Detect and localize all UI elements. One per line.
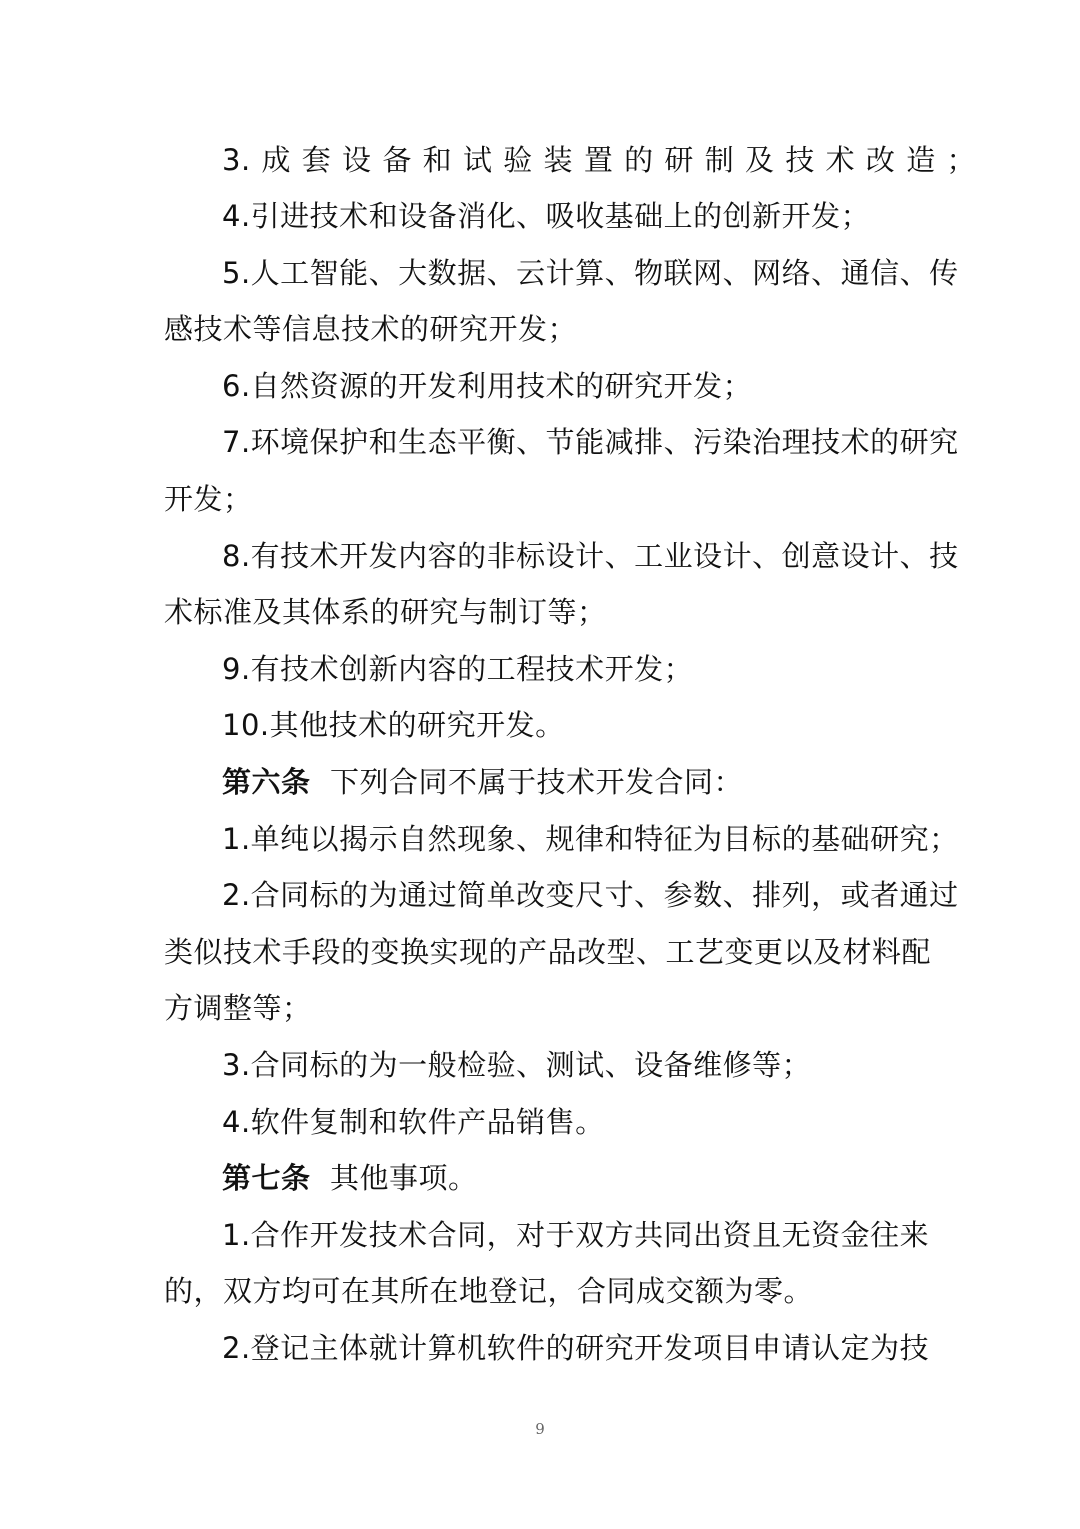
text-line: 2.合同标的为通过简单改变尺寸、参数、排列，或者通过 xyxy=(222,878,959,912)
text-line: 9.有技术创新内容的工程技术开发； xyxy=(222,652,694,686)
article-heading: 第六条 xyxy=(222,765,311,799)
text-line: 术标准及其体系的研究与制订等； xyxy=(164,595,607,629)
text-line: 开发； xyxy=(164,482,253,516)
text-line: 1.单纯以揭示自然现象、规律和特征为目标的基础研究； xyxy=(222,822,959,856)
text-line: 3.合同标的为一般检验、测试、设备维修等； xyxy=(222,1048,812,1082)
text-line: 2.登记主体就计算机软件的研究开发项目申请认定为技 xyxy=(222,1331,930,1365)
page-number: 9 xyxy=(535,1420,545,1438)
text-line: 5.人工智能、大数据、云计算、物联网、网络、通信、传 xyxy=(222,256,959,290)
text-line: 10.其他技术的研究开发。 xyxy=(222,708,565,742)
text-line: 1.合作开发技术合同，对于双方共同出资且无资金往来 xyxy=(222,1218,930,1252)
article-heading-line: 第六条 下列合同不属于技术开发合同： xyxy=(222,765,743,799)
text-line: 6.自然资源的开发利用技术的研究开发； xyxy=(222,369,753,403)
text-line: 的，双方均可在其所在地登记，合同成交额为零。 xyxy=(164,1274,814,1308)
article-heading: 第七条 xyxy=(222,1161,311,1195)
text-line: 7.环境保护和生态平衡、节能减排、污染治理技术的研究 xyxy=(222,425,959,459)
text-line: 感技术等信息技术的研究开发； xyxy=(164,312,578,346)
article-heading-line: 第七条 其他事项。 xyxy=(222,1161,478,1195)
text-line: 8.有技术开发内容的非标设计、工业设计、创意设计、技 xyxy=(222,539,959,573)
text-line: 方调整等； xyxy=(164,991,312,1025)
text-line: 4.引进技术和设备消化、吸收基础上的创新开发； xyxy=(222,199,871,233)
text-line: 类似技术手段的变换实现的产品改型、工艺变更以及材料配 xyxy=(164,935,932,969)
text-line: 4.软件复制和软件产品销售。 xyxy=(222,1105,605,1139)
text-line: 3.成套设备和试验装置的研制及技术改造； xyxy=(222,143,976,177)
